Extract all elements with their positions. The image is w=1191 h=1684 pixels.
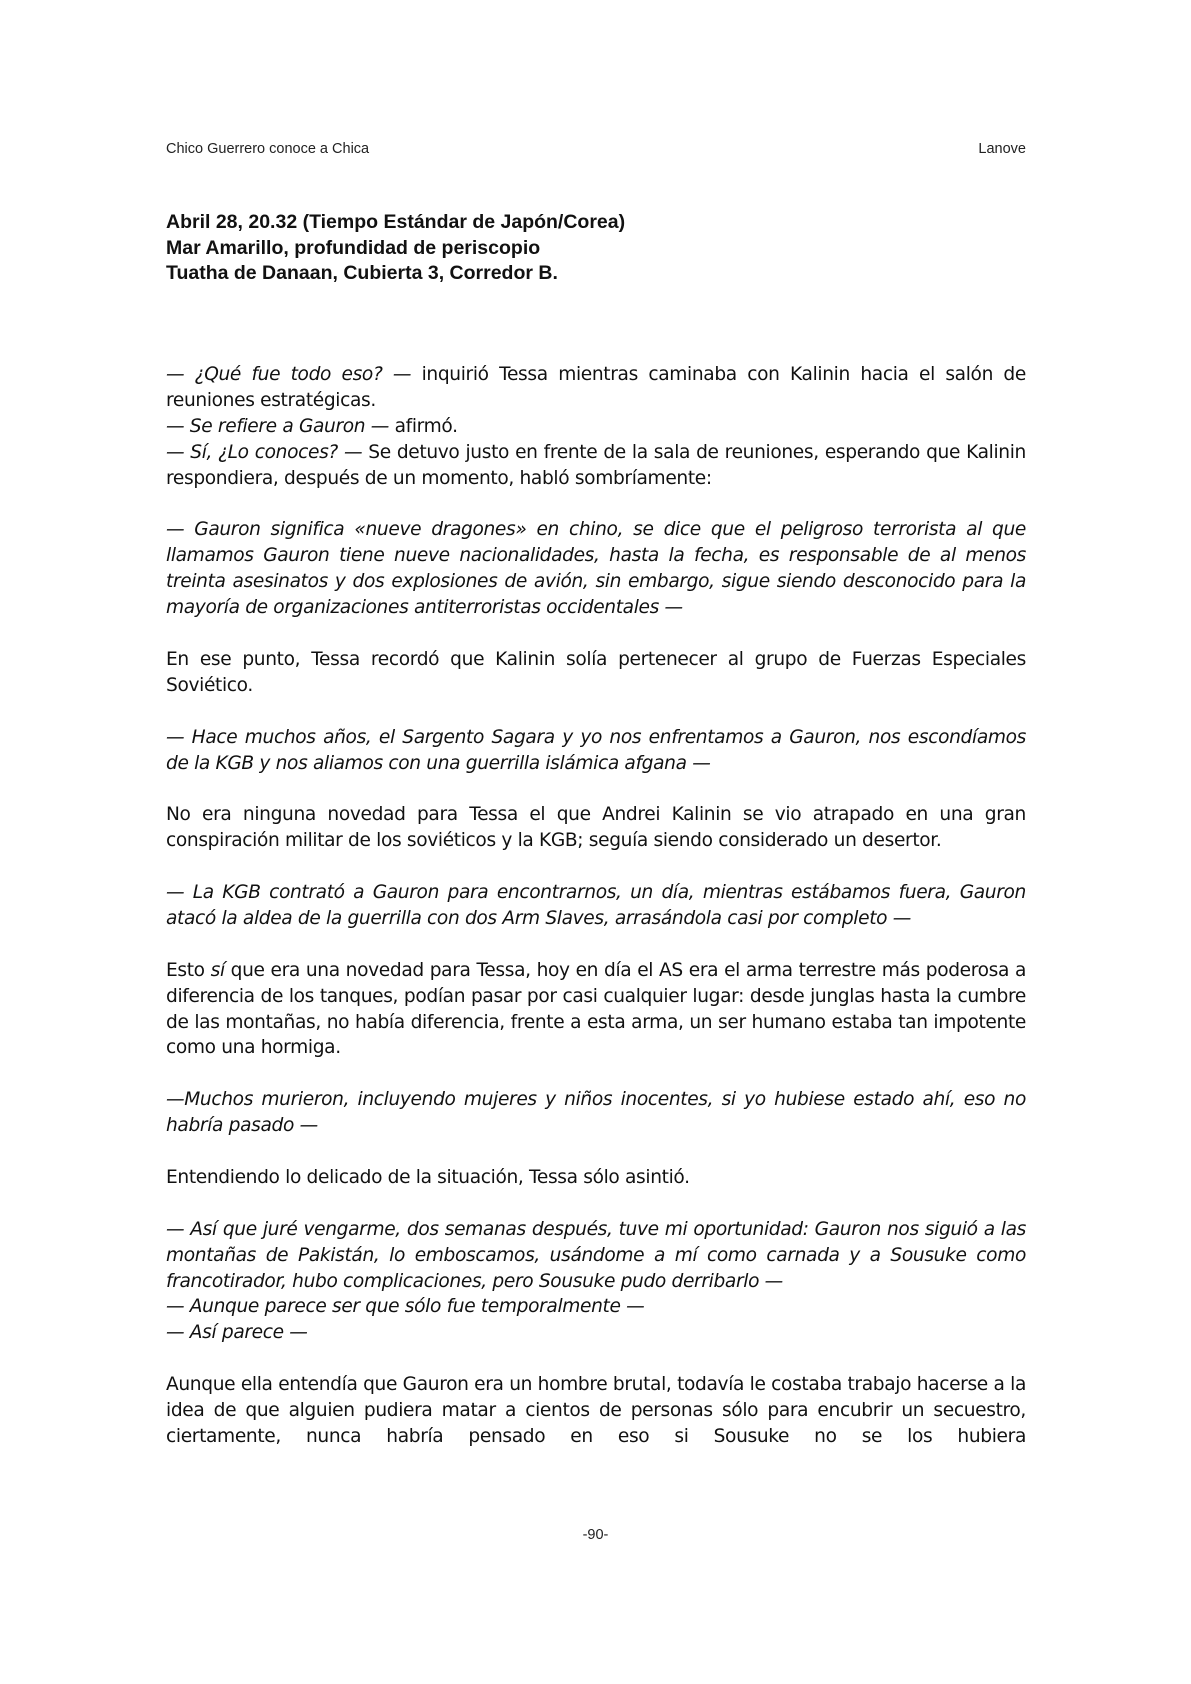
paragraph [166, 958, 1026, 1062]
emphasis: sí [210, 959, 225, 981]
dialogue: — Sí, ¿Lo conoces? — [166, 441, 363, 463]
dialogue: — Se refiere a Gauron — [166, 415, 390, 437]
paragraph: Entendiendo lo delicado de la situación, Tessa sólo asintió. [166, 1166, 690, 1188]
header-book-title: Chico Guerrero conoce a Chica [166, 141, 370, 157]
page-number: -90- [582, 1527, 609, 1543]
dialogue-paragraph: — Aunque parece ser que sólo fue temporalmente — [166, 1296, 645, 1318]
dialogue-paragraph: — Gauron significa «nueve dragones» en chino, se dice que el peligroso terrorista al que llamamos Gauron tiene nueve nacionalidades, hasta la fecha, es responsable de al menos treinta asesinatos y dos explosiones de avión, sin embargo, sigue siendo desconocido para la mayoría de organizaciones antiterroristas occidentales — [166, 519, 1026, 619]
paragraph [166, 362, 1026, 414]
scene-heading-date: Abril 28, 20.32 (Tiempo Estándar de Japón/Corea) [166, 211, 626, 233]
paragraph: Aunque ella entendía que Gauron era un hombre brutal, todavía le costaba trabajo hacerse a la idea de que alguien pudiera matar a cientos de personas sólo para encubrir un secuestro, ciertamente, nunca habría pensado en eso si Sousuke no se los hubiera [166, 1374, 1026, 1447]
dialogue-paragraph: — Hace muchos años, el Sargento Sagara y yo nos enfrentamos a Gauron, nos escondíamos de la KGB y nos aliamos con una guerrilla islámica afgana — [166, 726, 1026, 774]
dialogue-paragraph: — Así que juré vengarme, dos semanas después, tuve mi oportunidad: Gauron nos siguió a las montañas de Pakistán, lo emboscamos, usándome a mí como carnada y a Sousuke como francotirador, hubo complicaciones, pero Sousuke pudo derribarlo — [166, 1218, 1026, 1292]
scene-heading [166, 210, 1026, 287]
paragraph: No era ninguna novedad para Tessa el que Andrei Kalinin se vio atrapado en una gran conspiración militar de los soviéticos y la KGB; seguía siendo considerado un desertor. [166, 804, 1026, 852]
narration: Esto [166, 959, 211, 981]
dialogue-paragraph: —Muchos murieron, incluyendo mujeres y niños inocentes, si yo hubiese estado ahí, eso no habría pasado — [166, 1089, 1026, 1137]
narration: que era una novedad para Tessa, hoy en día el AS era el arma terrestre más poderosa a diferencia de los tanques, podían pasar por casi cualquier lugar: desde junglas hasta la cumbre de las montañas, no había diferencia, frente a esta arma, un ser humano estaba tan impotente como una hormiga. [166, 959, 1027, 1059]
narration: inquirió Tessa mientras caminaba con Kalinin hacia el salón de reuniones estratégicas. [166, 364, 1026, 411]
dialogue-paragraph: — La KGB contrató a Gauron para encontrarnos, un día, mientras estábamos fuera, Gauron atacó la aldea de la guerrilla con dos Arm Slaves, arrasándola casi por completo — [166, 882, 1026, 929]
running-header [166, 141, 1026, 157]
body-text [166, 362, 1026, 1450]
paragraph [166, 440, 1026, 492]
dialogue: — ¿Qué fue todo eso? — [166, 364, 412, 385]
scene-heading-location: Mar Amarillo, profundidad de periscopio [166, 236, 541, 259]
dialogue-paragraph: — Así parece — [166, 1322, 308, 1344]
narration: afirmó. [389, 415, 458, 437]
header-author: Lanove [978, 141, 1026, 157]
scene-heading-place: Tuatha de Danaan, Cubierta 3, Corredor B. [166, 262, 558, 284]
narration: Se detuvo justo en frente de la sala de reuniones, esperando que Kalinin respondiera, después de un momento, habló sombríamente: [166, 441, 1026, 489]
paragraph: En ese punto, Tessa recordó que Kalinin solía pertenecer al grupo de Fuerzas Especiales Soviético. [166, 648, 1026, 696]
paragraph [166, 414, 1026, 440]
